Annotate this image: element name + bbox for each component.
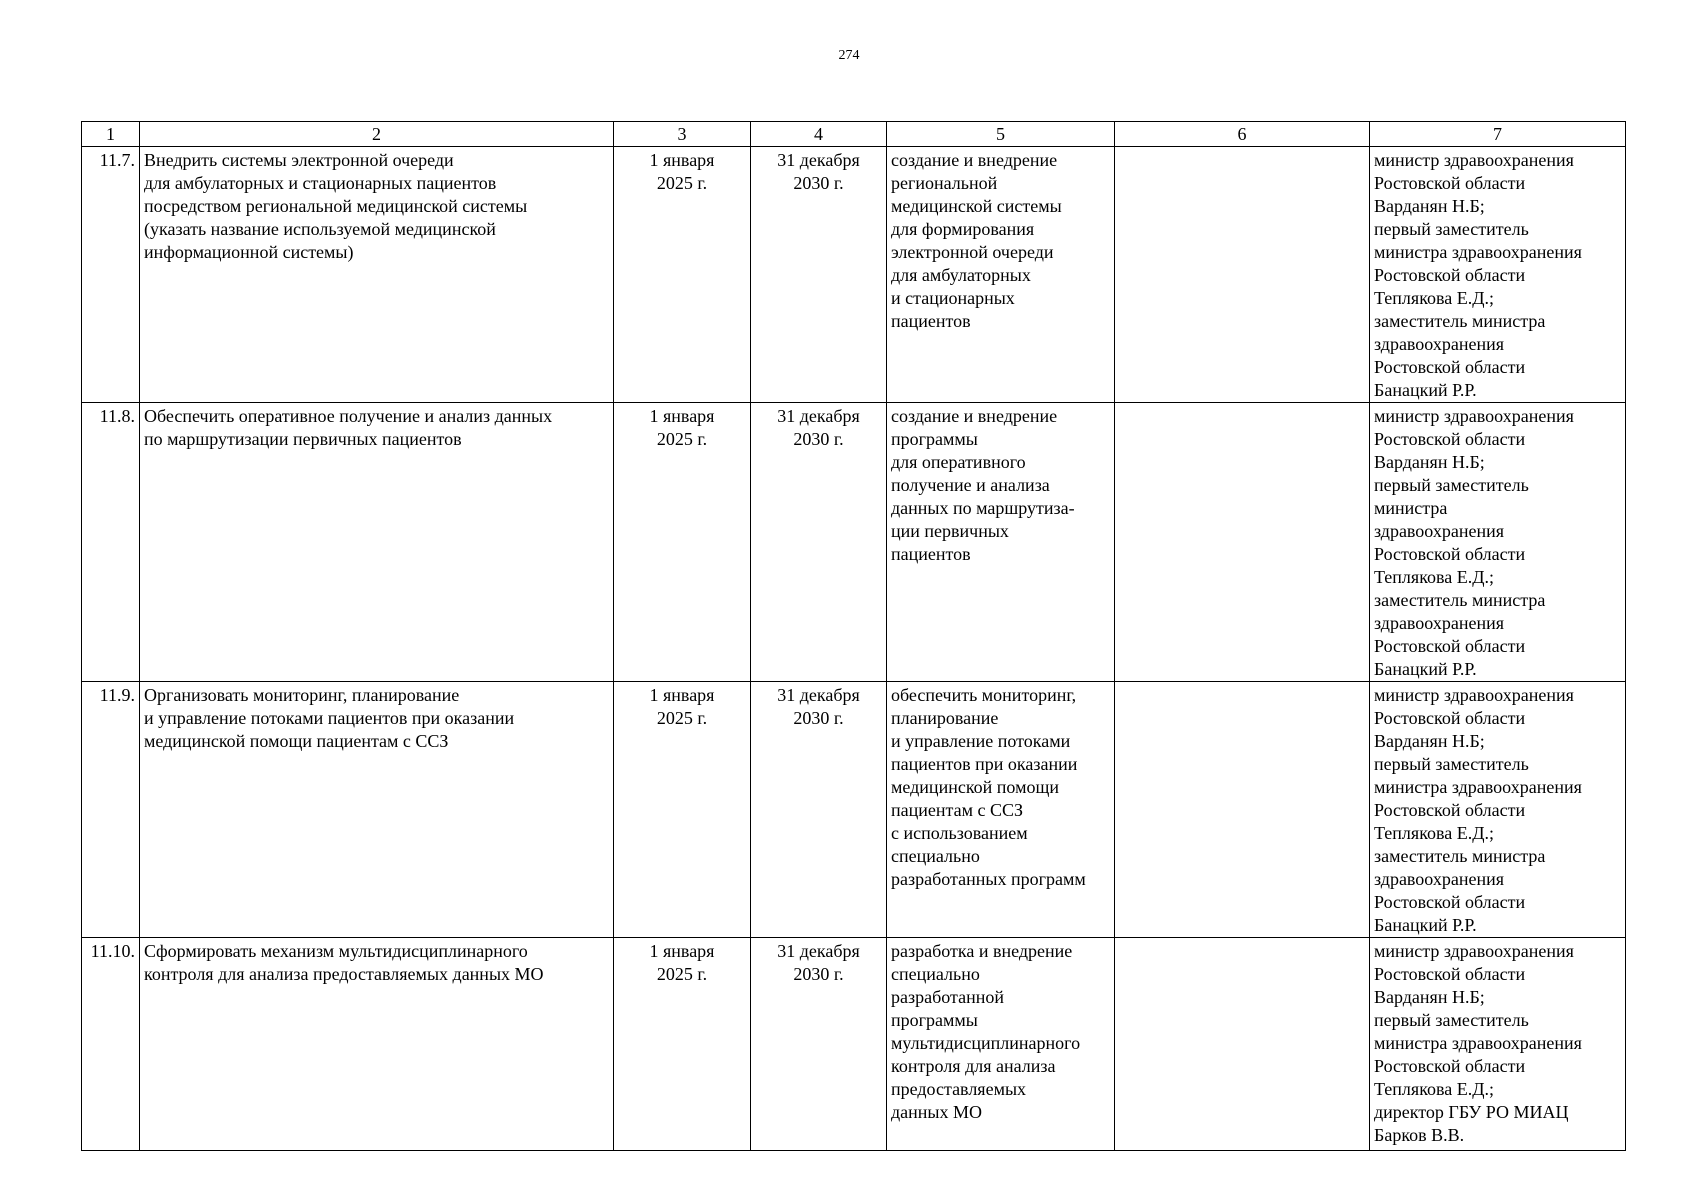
row-number: 11.8. bbox=[82, 403, 140, 682]
result-text: создание и внедрение программы для оперативного получение и анализа данных по маршрутиза- ции первичных пациентов bbox=[891, 406, 1075, 564]
table-row bbox=[82, 147, 1626, 403]
result-cell bbox=[887, 682, 1115, 938]
responsible-cell bbox=[1370, 938, 1626, 1151]
header-col-3: 3 bbox=[614, 122, 751, 147]
start-date-cell bbox=[614, 938, 751, 1151]
col6-cell bbox=[1115, 938, 1370, 1151]
task-cell bbox=[140, 147, 614, 403]
result-cell bbox=[887, 403, 1115, 682]
result-cell bbox=[887, 938, 1115, 1151]
row-number: 11.9. bbox=[82, 682, 140, 938]
result-cell bbox=[887, 147, 1115, 403]
task-text: Сформировать механизм мультидисциплинарного контроля для анализа предоставляемых данных МО bbox=[144, 941, 544, 984]
table-row bbox=[82, 403, 1626, 682]
start-date-cell bbox=[614, 147, 751, 403]
end-date-cell bbox=[751, 938, 887, 1151]
col6-cell bbox=[1115, 147, 1370, 403]
page-number: 274 bbox=[838, 48, 860, 63]
start-date: 1 января 2025 г. bbox=[649, 941, 715, 984]
col6-cell bbox=[1115, 682, 1370, 938]
header-col-7: 7 bbox=[1370, 122, 1626, 147]
result-text: обеспечить мониторинг, планирование и управление потоками пациентов при оказании медицинской помощи пациентам с ССЗ с использованием специально разработанных программ bbox=[891, 685, 1086, 889]
header-row bbox=[82, 122, 1626, 147]
row-number: 11.10. bbox=[82, 938, 140, 1151]
responsible-text: министр здравоохранения Ростовской области Варданян Н.Б; первый заместитель министра здравоохранения Ростовской области Теплякова Е.Д.; заместитель министра здравоохранения Ростовской области Банацкий Р.Р. bbox=[1374, 150, 1582, 400]
task-text: Внедрить системы электронной очереди для амбулаторных и стационарных пациентов посредством региональной медицинской системы (указать название используемой медицинской информационной системы) bbox=[144, 150, 528, 262]
end-date-cell bbox=[751, 403, 887, 682]
header-col-6: 6 bbox=[1115, 122, 1370, 147]
header-col-4: 4 bbox=[751, 122, 887, 147]
end-date: 31 декабря 2030 г. bbox=[777, 406, 860, 449]
responsible-cell bbox=[1370, 147, 1626, 403]
result-text: создание и внедрение региональной медицинской системы для формирования электронной очереди для амбулаторных и стационарных пациентов bbox=[891, 150, 1062, 331]
task-cell bbox=[140, 682, 614, 938]
responsible-cell bbox=[1370, 682, 1626, 938]
header-col-2: 2 bbox=[140, 122, 614, 147]
task-text: Организовать мониторинг, планирование и управление потоками пациентов при оказании медицинской помощи пациентам с ССЗ bbox=[144, 685, 515, 751]
responsible-text: министр здравоохранения Ростовской области Варданян Н.Б; первый заместитель министра здравоохранения Ростовской области Теплякова Е.Д.; заместитель министра здравоохранения Ростовской области Банацкий Р.Р. bbox=[1374, 685, 1582, 935]
table-row bbox=[82, 938, 1626, 1151]
responsible-text: министр здравоохранения Ростовской области Варданян Н.Б; первый заместитель министра здравоохранения Ростовской области Теплякова Е.Д.; директор ГБУ РО МИАЦ Барков В.В. bbox=[1374, 941, 1582, 1145]
task-text: Обеспечить оперативное получение и анализ данных по маршрутизации первичных пациентов bbox=[144, 406, 553, 449]
start-date-cell bbox=[614, 682, 751, 938]
col6-cell bbox=[1115, 403, 1370, 682]
end-date: 31 декабря 2030 г. bbox=[777, 150, 860, 193]
table-row bbox=[82, 682, 1626, 938]
result-text: разработка и внедрение специально разработанной программы мультидисциплинарного контроля для анализа предоставляемых данных МО bbox=[891, 941, 1081, 1122]
start-date: 1 января 2025 г. bbox=[649, 406, 715, 449]
start-date-cell bbox=[614, 403, 751, 682]
header-col-1: 1 bbox=[82, 122, 140, 147]
action-plan-table bbox=[81, 121, 1626, 1151]
responsible-text: министр здравоохранения Ростовской области Варданян Н.Б; первый заместитель министра здравоохранения Ростовской области Теплякова Е.Д.; заместитель министра здравоохранения Ростовской области Банацкий Р.Р. bbox=[1374, 406, 1574, 679]
end-date: 31 декабря 2030 г. bbox=[777, 941, 860, 984]
row-number: 11.7. bbox=[82, 147, 140, 403]
end-date: 31 декабря 2030 г. bbox=[777, 685, 860, 728]
header-col-5: 5 bbox=[887, 122, 1115, 147]
end-date-cell bbox=[751, 682, 887, 938]
end-date-cell bbox=[751, 147, 887, 403]
task-cell bbox=[140, 403, 614, 682]
start-date: 1 января 2025 г. bbox=[649, 150, 715, 193]
start-date: 1 января 2025 г. bbox=[649, 685, 715, 728]
responsible-cell bbox=[1370, 403, 1626, 682]
task-cell bbox=[140, 938, 614, 1151]
